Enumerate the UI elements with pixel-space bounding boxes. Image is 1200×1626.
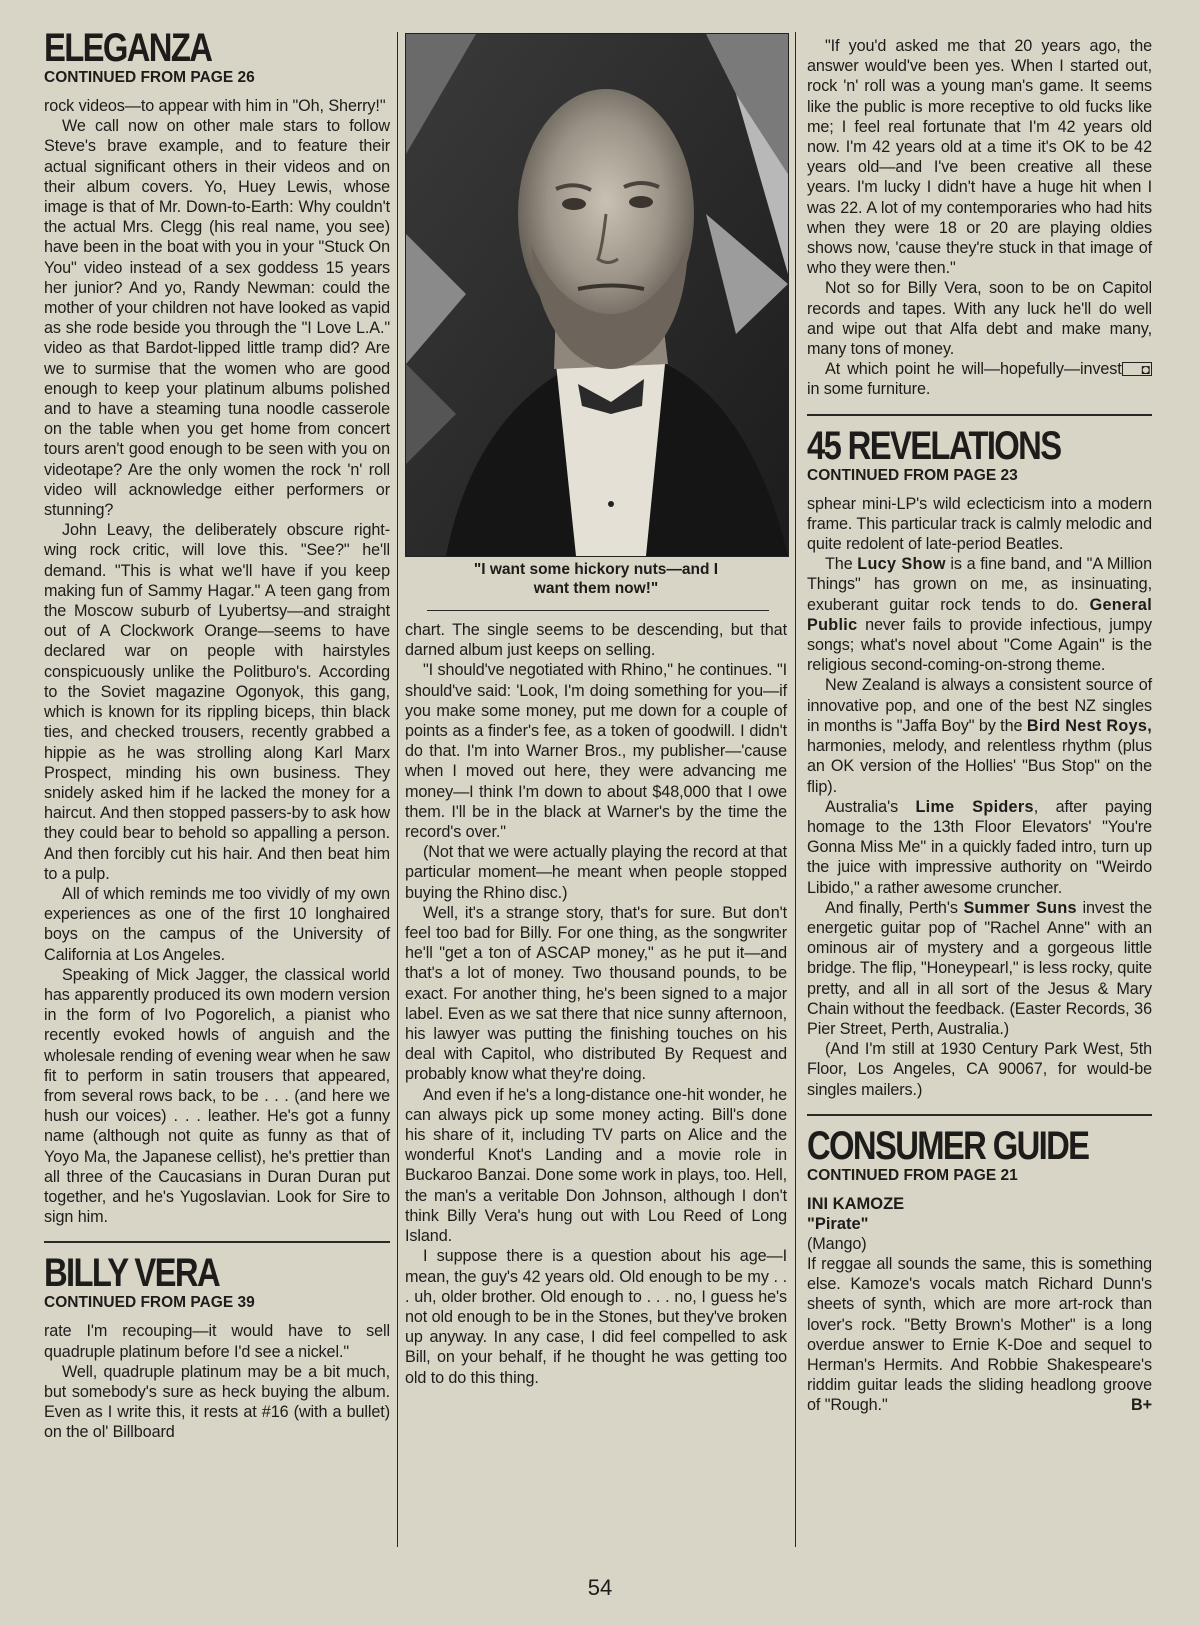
billy-vera-paragraph: "I should've negotiated with Rhino," he continues. "I should've said: 'Look, I'm doing something for you—if you make some money, put me down for a couple of points as a finder's fee, as a token of goodwill. I didn't do that. I'm into Warner Bros., my publisher—'cause when I moved out here, they were advancing me money—I think I'm down to about $48,000 that I owe them. I'll be in the black at Warner's by the time the record's over." (405, 661, 787, 842)
billy-vera-paragraph: I suppose there is a question about his age—I mean, the guy's 42 years old. Old enough to be my . . . uh, older brother. Old enough to . . . no, I guess he's not old enough to be in the Stones, but they've broken up anyway. In any case, I did feel compelled to ask Bill, on your behalf, if he thought he was getting too old to do this thing. (405, 1247, 787, 1387)
review-grade: B+ (1131, 1396, 1152, 1415)
eleganza-paragraph: John Leavy, the deliberately obscure right-wing rock critic, will love this. "See?" he'll demand. "This is what we'll have if you keep making fun of Sammy Hagar." A teen gang from the Moscow suburb of Lyubertsy—and straight out of A Clockwork Orange—seems to have declared war on people with hairstyles conspicuously unlike the Politburo's. According to the Soviet magazine Ogonyok, this gang, which is known for its rippling biceps, thin black ties, and checked trousers, recently grabbed a hippie as he was strolling along Karl Marx Prospect, minding his own business. They snidely asked him if he lacked the money for a haircut. And then stopped passers-by to ask how they could bear to behold so appalling a person. And then forcibly cut his hair. And then beat him to a pulp. (44, 521, 390, 883)
billy-vera-paragraph: And even if he's a long-distance one-hit wonder, he can always pick up some money acting. Bill's done his share of it, including TV parts on Alice and the wonderful Knot's Landing and a movie role in Buckaroo Banzai. Done some work in plays, too. Hell, the man's a veritable Don Johnson, although I don't think Billy Vera's hung out with Lou Reed of Long Island. (405, 1085, 787, 1246)
band-name: General Public (807, 595, 1152, 634)
text-run: The (825, 555, 858, 574)
eleganza-paragraph: All of which reminds me too vividly of my own experiences as one of the first 10 longhaired boys on the campus of the University of California at Los Angeles. (44, 884, 390, 964)
band-name: Summer Suns (963, 898, 1077, 917)
billy-vera-paragraph: chart. The single seems to be descending, but that darned album just keeps on selling. (405, 621, 787, 660)
revelations-paragraph (807, 675, 1152, 796)
review-artist: INI KAMOZE (807, 1194, 905, 1213)
review-album: "Pirate" (807, 1214, 869, 1233)
portrait-illustration (406, 34, 788, 556)
column-rule-right (795, 32, 796, 1547)
section-divider (44, 1241, 390, 1243)
page-number: 54 (587, 1575, 613, 1600)
revelations-paragraph: sphear mini-LP's wild eclecticism into a modern frame. This particular track is calmly melodic and quite redolent of late-period Beatles. (807, 494, 1152, 554)
band-name: Bird Nest Roys, (1026, 716, 1152, 735)
band-name: Lime Spiders (915, 797, 1034, 816)
revelations-heading: 45 REVELATIONS (807, 423, 1061, 468)
text-run: And finally, Perth's (825, 898, 964, 917)
caption-rule (427, 610, 769, 611)
billy-vera-closing-text: At which point he will—hopefully—invest in some furniture. (807, 360, 1122, 399)
eleganza-heading: ELEGANZA (44, 26, 212, 70)
revelations-paragraph (807, 554, 1152, 675)
caption-line: want them now!" (533, 580, 659, 597)
billy-vera-photo (405, 33, 789, 557)
review-text (807, 1254, 1152, 1416)
text-run: is a fine band, and "A Million Things" has grown on me, as insinuating, exuberant guitar rock tends to do. (807, 555, 1152, 614)
revelations-continued: CONTINUED FROM PAGE 23 (807, 466, 1018, 484)
band-name: Lucy Show (857, 555, 946, 574)
billy-vera-paragraph: (Not that we were actually playing the record at that particular moment—he meant when people stopped buying the Rhino disc.) (405, 843, 787, 902)
section-divider (807, 1114, 1152, 1116)
billy-vera-continued: CONTINUED FROM PAGE 39 (44, 1294, 255, 1312)
column-1 (44, 28, 390, 1443)
text-run: invest the energetic guitar pop of "Rachel Anne" with an ominous air of mystery and a gorgeous little bridge. The flip, "Honeypearl," is less rocky, quite pretty, and all in all sort of the Jesus & Mary Chain without the feedback. (Easter Records, 36 Pier Street, Perth, Australia.) (807, 898, 1152, 1038)
eleganza-paragraph: Speaking of Mick Jagger, the classical world has apparently produced its own modern version in the form of Ivo Pogorelich, a pianist who recently evoked howls of anguish and the wholesale rending of evening wear when he saw fit to perform in satin trousers that appeared, from several rows back, to be . . . (and here we hush our voices) . . . leather. He's got a funny name (although not quite as funny as that of Yoyo Ma, the Japanese cellist), he's prettier than all three of the Caucasians in Duran Duran put together, and he's Yugoslavian. Look for Sire to sign him. (44, 965, 390, 1227)
caption-line: "I want some hickory nuts—and I (473, 561, 719, 578)
review-label: (Mango) (807, 1234, 867, 1253)
billy-vera-paragraph: Well, quadruple platinum may be a bit much, but somebody's sure as heck buying the album. Even as I write this, it rests at #16 (with a bullet) on the ol' Billboard (44, 1362, 390, 1442)
consumer-guide-continued: CONTINUED FROM PAGE 21 (807, 1166, 1018, 1184)
text-run: New Zealand is always a consistent source of innovative pop, and one of the best NZ singles in months is "Jaffa Boy" by the (807, 676, 1152, 735)
text-run: harmonies, melody, and relentless rhythm (plus an OK version of the Hollies' "Bus Stop" on the flip). (807, 737, 1152, 796)
end-mark-icon: ◘ (1122, 362, 1152, 376)
billy-vera-paragraph: "If you'd asked me that 20 years ago, the answer would've been yes. When I started out, rock 'n' roll was a young man's game. It seems like the public is more receptive to old fucks like me; I feel real fortunate that I'm 42 years old now. I'm 42 years old at a time it's OK to be 42 years old—and I've been creative all these years. I'm lucky I didn't have a huge hit when I was 22. A lot of my contemporaries who had hits when they were 18 or 20 are playing oldies shows now, 'cause they're stuck in that image of who they were then." (807, 37, 1152, 278)
text-run: If reggae all sounds the same, this is something else. Kamoze's vocals match Richard Dunn's sheets of synth, which are more art-rock than lover's rock. "Betty Brown's Mother" is a long overdue answer to Ernie K-Doe and sequel to Herman's Hermits. And Robbie Shakespeare's riddim guitar leads the sliding headlong groove of "Rough." (807, 1254, 1152, 1415)
billy-vera-paragraph (807, 359, 1152, 399)
eleganza-paragraph: We call now on other male stars to follow Steve's brave example, and to feature their actual significant others in their videos and on their album covers. Yo, Huey Lewis, whose image is that of Mr. Down-to-Earth: Why couldn't the actual Mrs. Clegg (his real name, you see) have been in the boat with you in your "Stuck On You" video instead of a sex goddess 15 years her junior? And yo, Randy Newman: could the mother of your children not have looked as vapid as she rode beside you through the "I Love L.A." video as that Bardot-lipped little tramp did? Are we to surmise that the women who are good enough to keep your platinum albums polished and to have a steaming tuna noodle casserole on the table when you get home from concert tours aren't good enough to be seen with you on videotape? Are the only women the rock 'n' roll video will acknowledge either performers or stunning? (44, 117, 390, 520)
billy-vera-paragraph: rate I'm recouping—it would have to sell quadruple platinum before I'd see a nickel." (44, 1322, 390, 1361)
eleganza-paragraph: rock videos—to appear with him in "Oh, Sherry!" (44, 97, 386, 115)
billy-vera-paragraph: Well, it's a strange story, that's for sure. But don't feel too bad for Billy. For one thing, as the songwriter he'll "get a ton of ASCAP money," as he put it—and that's a lot of money. Two thousand pounds, to be exact. For another thing, he's been signed to a major label. Even as we sat there that nice sunny afternoon, his lawyer was putting the finishing touches on his deal with Capitol, who distributed By Request and probably know what they're doing. (405, 903, 787, 1084)
column-2 (405, 620, 787, 1388)
consumer-guide-heading: CONSUMER GUIDE (807, 1123, 1089, 1168)
billy-vera-paragraph: Not so for Billy Vera, soon to be on Capitol records and tapes. With any luck he'll do well and wipe out that Alfa debt and make many, many tons of money. (807, 279, 1152, 359)
revelations-paragraph (807, 797, 1152, 898)
revelations-paragraph (807, 898, 1152, 1039)
eleganza-continued: CONTINUED FROM PAGE 26 (44, 69, 255, 86)
text-run: , after paying homage to the 13th Floor Elevators' "You're Gonna Miss Me" in a quickly faded intro, turn up the juice with impressive authority on "Weirdo Libido," a rather awesome cruncher. (807, 797, 1152, 897)
revelations-paragraph: (And I'm still at 1930 Century Park West, 5th Floor, Los Angeles, CA 90067, for would-be singles mailers.) (807, 1040, 1152, 1099)
text-run: Australia's (825, 797, 916, 816)
photo-caption (405, 560, 787, 598)
column-rule-left (397, 32, 398, 1547)
section-divider (807, 414, 1152, 416)
text-run: never fails to provide infectious, jumpy songs; what's novel about "Come Again" is the religious second-coming-on-strong theme. (807, 615, 1152, 675)
billy-vera-heading: BILLY VERA (44, 1251, 219, 1296)
column-3 (807, 36, 1152, 1416)
